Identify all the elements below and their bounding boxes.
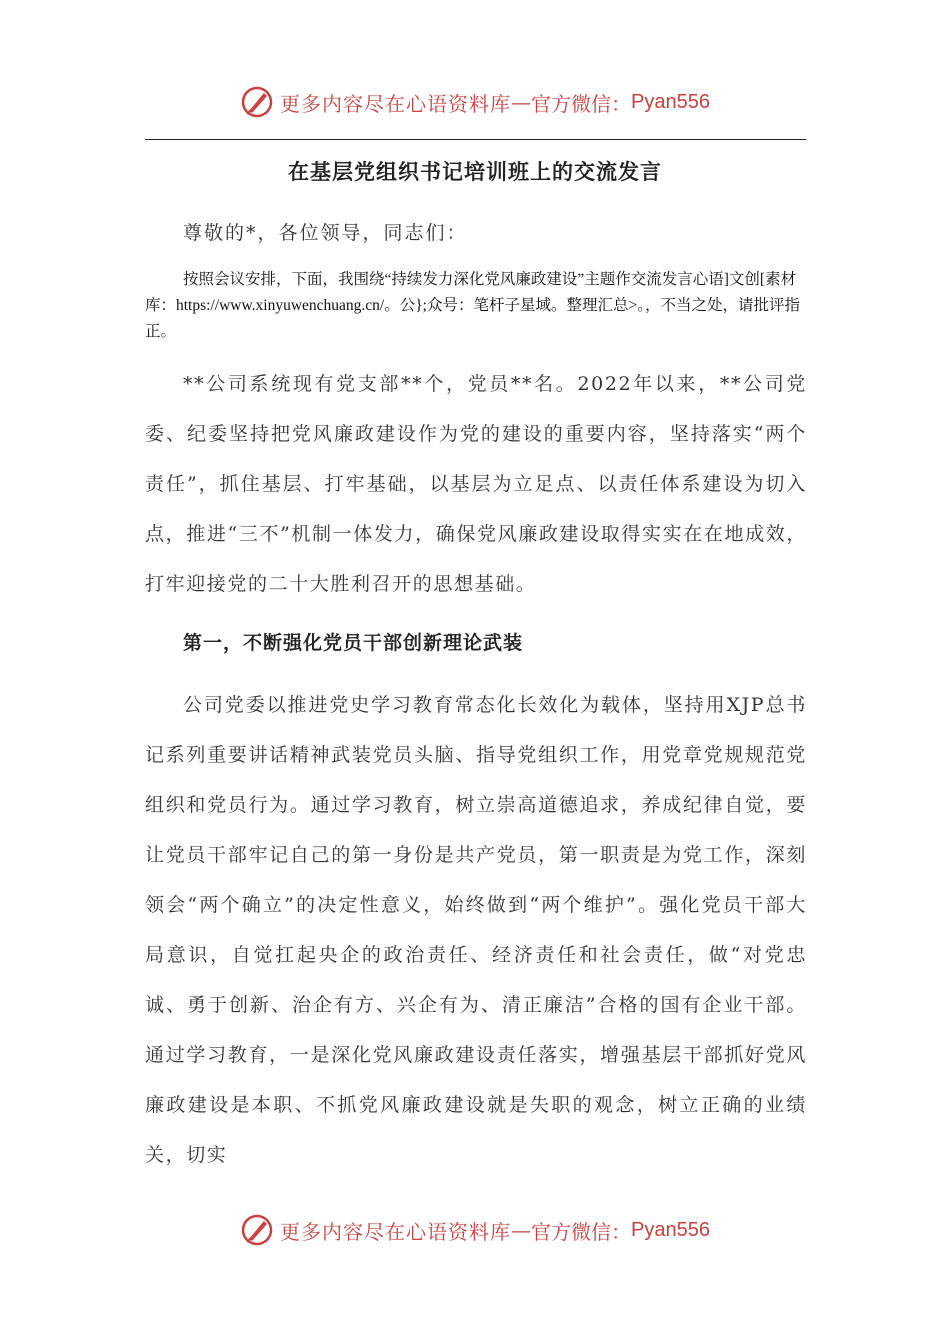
banner-wechat-label: 官方微信： bbox=[531, 1219, 632, 1244]
banner-separator: — bbox=[511, 1218, 532, 1242]
banner-wechat-label: 官方微信： bbox=[531, 91, 632, 116]
banner-wechat-id: Pyan556 bbox=[631, 90, 710, 113]
banner-wechat-id: Pyan556 bbox=[631, 1218, 710, 1241]
quill-logo-icon bbox=[240, 85, 274, 119]
body-paragraph-1: **公司系统现有党支部**个，党员**名。2022年以来，**公司党委、纪委坚持把党风廉政建设作为党的建设的重要内容，坚持落实“两个责任”，抓住基层、打牢基础，以基层为立足点、以责任体系建设为切入点，推进“三不”机制一体发力，确保党风廉政建设取得实实在在地成效，打牢迎接党的二十大胜利召开的思想基础。 bbox=[145, 373, 807, 595]
notice-paragraph: 按照会议安排，下面，我围绕“持续发力深化党风廉政建设”主题作交流发言心语]文创[素材库：https://www.xinyuwenchuang.cn/。公};众号：笔杆子星域。整理汇总>。，不当之处，请批评指正。 bbox=[145, 271, 800, 340]
banner-text: 更多内容尽在心语资料库 bbox=[280, 1219, 512, 1244]
banner-text: 更多内容尽在心语资料库 bbox=[280, 91, 512, 116]
header-banner bbox=[0, 82, 950, 122]
quill-logo-icon bbox=[240, 1213, 274, 1247]
body-paragraph-2: 公司党委以推进党史学习教育常态化长效化为载体，坚持用XJP总书记系列重要讲话精神武装党员头脑、指导党组织工作，用党章党规规范党组织和党员行为。通过学习教育，树立崇高道德追求，养成纪律自觉，要让党员干部牢记自己的第一身份是共产党员，第一职责是为党工作，深刻领会“两个确立”的决定性意义，始终做到“两个维护”。强化党员干部大局意识，自觉扛起央企的政治责任、经济责任和社会责任，做“对党忠诚、勇于创新、治企有方、兴企有为、清正廉洁”合格的国有企业干部。通过学习教育，一是深化党风廉政建设责任落实，增强基层干部抓好党风廉政建设是本职、不抓党风廉政建设就是失职的观念，树立正确的业绩关，切实 bbox=[145, 694, 807, 1166]
header-rule bbox=[145, 139, 806, 140]
footer-banner bbox=[0, 1210, 950, 1250]
greeting: 尊敬的*，各位领导，同志们： bbox=[183, 222, 468, 244]
banner-separator: — bbox=[511, 90, 532, 114]
document-title: 在基层党组织书记培训班上的交流发言 bbox=[288, 160, 662, 184]
section-heading-1: 第一，不断强化党员干部创新理论武装 bbox=[183, 632, 524, 654]
